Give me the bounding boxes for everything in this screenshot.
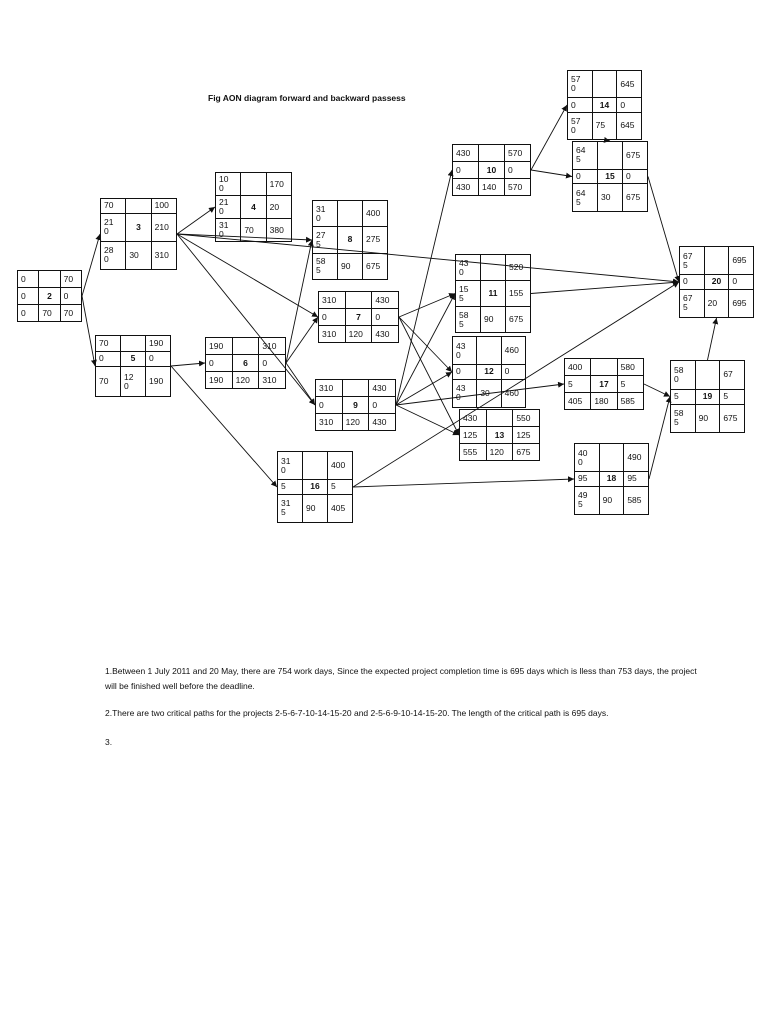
activity-id: 3 [126, 213, 151, 241]
activity-id: 17 [591, 376, 617, 393]
diagram-title: Fig AON diagram forward and backward passess [208, 93, 406, 103]
early-start: 310 [316, 380, 343, 397]
edge-5-to-6 [171, 363, 205, 366]
late-start: 5 [565, 376, 591, 393]
total-float: 0 [505, 162, 531, 179]
edge-19-to-20 [708, 318, 717, 360]
activity-node-16 [277, 451, 353, 523]
early-start: 400 [565, 359, 591, 376]
duration: 75 [592, 112, 617, 139]
edge-17-to-19 [644, 384, 670, 397]
total-float: 0 [729, 275, 754, 290]
activity-id: 10 [479, 162, 505, 179]
activity-node-19 [670, 360, 745, 433]
late-start: 0 [319, 309, 346, 326]
late-finish: 70 [60, 271, 81, 288]
activity-node-9 [315, 379, 396, 431]
late-start-alt: 67 5 [680, 289, 705, 317]
early-finish: 310 [151, 241, 176, 269]
late-start: 5 [671, 389, 696, 404]
late-start: 15 5 [456, 281, 481, 307]
edge-3-to-7 [177, 234, 318, 317]
early-start: 31 0 [313, 201, 338, 227]
early-start: 0 [18, 271, 39, 288]
duration: 90 [303, 494, 328, 522]
duration: 30 [126, 241, 151, 269]
duration: 30 [598, 184, 623, 212]
activity-id: 4 [241, 196, 266, 219]
edge-7-to-11 [399, 294, 455, 318]
early-start: 43 0 [456, 255, 481, 281]
duration: 90 [599, 486, 624, 514]
free-float: 0 [60, 288, 81, 305]
late-start-alt: 49 5 [575, 486, 600, 514]
late-start-alt: 310 [316, 414, 343, 431]
total-float: 155 [506, 281, 531, 307]
late-start-alt: 31 5 [278, 494, 303, 522]
answer-2: 2.There are two critical paths for the projects 2-5-6-7-10-14-15-20 and 2-5-6-9-10-14-15-20. The length of the critical path is 695 days. [105, 708, 609, 718]
late-finish: 645 [617, 71, 642, 98]
edge-15-to-20 [648, 177, 679, 283]
late-finish: 170 [266, 173, 291, 196]
activity-id: 7 [345, 309, 372, 326]
late-start-alt: 58 5 [671, 404, 696, 433]
edge-9-to-13 [396, 405, 459, 435]
early-finish: 405 [328, 494, 353, 522]
early-finish: 675 [623, 184, 648, 212]
edge-3-to-4 [177, 207, 215, 234]
total-float: 275 [363, 227, 388, 253]
late-start: 0 [568, 98, 593, 112]
late-start: 21 0 [216, 196, 241, 219]
activity-node-13 [459, 409, 540, 461]
activity-node-12 [452, 336, 526, 408]
activity-id: 13 [486, 427, 513, 444]
late-start: 5 [278, 480, 303, 495]
edge-6-to-9 [286, 363, 315, 405]
early-start: 310 [319, 292, 346, 309]
early-finish: 675 [506, 307, 531, 333]
duration: 70 [241, 219, 266, 242]
activity-node-11 [455, 254, 531, 333]
late-finish: 400 [363, 201, 388, 227]
duration: 120 [342, 414, 369, 431]
total-float: 0 [617, 98, 642, 112]
duration: 120 [486, 444, 513, 461]
edge-2-to-3 [82, 234, 100, 296]
activity-node-15 [572, 141, 648, 212]
early-start: 57 0 [568, 71, 593, 98]
late-start-alt: 190 [206, 372, 233, 389]
late-start: 0 [680, 275, 705, 290]
late-start-alt: 64 5 [573, 184, 598, 212]
late-start-alt: 70 [96, 367, 121, 397]
duration: 140 [479, 179, 505, 196]
activity-id: 19 [695, 389, 720, 404]
early-start: 10 0 [216, 173, 241, 196]
early-start: 430 [453, 145, 479, 162]
early-finish: 380 [266, 219, 291, 242]
activity-node-14 [567, 70, 642, 140]
duration: 30 [477, 379, 501, 407]
answer-3: 3. [105, 737, 113, 747]
activity-node-10 [452, 144, 531, 196]
late-finish: 695 [729, 247, 754, 275]
late-start-alt: 430 [453, 179, 479, 196]
duration: 90 [481, 307, 506, 333]
early-finish: 70 [60, 305, 81, 322]
duration: 12 0 [121, 367, 146, 397]
total-float: 0 [369, 397, 396, 414]
total-float: 95 [624, 472, 649, 487]
activity-id: 11 [481, 281, 506, 307]
late-start-alt: 310 [319, 326, 346, 343]
total-float: 210 [151, 213, 176, 241]
duration: 90 [695, 404, 720, 433]
activity-node-7 [318, 291, 399, 343]
early-finish: 675 [363, 253, 388, 279]
late-start: 0 [206, 355, 233, 372]
late-start-alt: 43 0 [453, 379, 477, 407]
edge-10-to-14 [531, 105, 567, 170]
total-float: 0 [18, 288, 39, 305]
duration: 120 [345, 326, 372, 343]
early-start: 190 [206, 338, 233, 355]
activity-id: 8 [338, 227, 363, 253]
early-finish: 190 [146, 367, 171, 397]
early-start: 70 [101, 199, 126, 214]
late-start-alt: 58 5 [313, 253, 338, 279]
activity-id: 5 [121, 351, 146, 367]
early-start: 43 0 [453, 337, 477, 365]
activity-id: 6 [232, 355, 259, 372]
late-start: 21 0 [101, 213, 126, 241]
total-float: 0 [259, 355, 286, 372]
late-finish: 400 [328, 452, 353, 480]
early-start: 67 5 [680, 247, 705, 275]
activity-id: 16 [303, 480, 328, 495]
late-start: 95 [575, 472, 600, 487]
total-float: 0 [372, 309, 399, 326]
early-finish: 695 [729, 289, 754, 317]
late-start: 125 [460, 427, 487, 444]
edge-7-to-13 [399, 317, 459, 435]
activity-node-6 [205, 337, 286, 389]
early-finish: 675 [720, 404, 745, 433]
activity-id: 14 [592, 98, 617, 112]
late-finish: 490 [624, 444, 649, 472]
early-finish: 570 [505, 179, 531, 196]
activity-id: 18 [599, 472, 624, 487]
early-start: 40 0 [575, 444, 600, 472]
duration: 70 [39, 305, 60, 322]
activity-node-3 [100, 198, 177, 270]
total-float: 125 [513, 427, 540, 444]
late-finish: 550 [513, 410, 540, 427]
late-finish: 190 [146, 336, 171, 352]
late-start: 27 5 [313, 227, 338, 253]
early-start: 58 0 [671, 361, 696, 390]
activity-node-8 [312, 200, 388, 280]
early-finish: 460 [501, 379, 525, 407]
late-start: 0 [453, 162, 479, 179]
late-finish: 675 [623, 142, 648, 170]
duration: 120 [232, 372, 259, 389]
early-start: 64 5 [573, 142, 598, 170]
duration: 20 [704, 289, 729, 317]
activity-node-20 [679, 246, 754, 318]
activity-id: 12 [477, 365, 501, 380]
total-float: 20 [266, 196, 291, 219]
late-finish: 520 [506, 255, 531, 281]
early-finish: 310 [259, 372, 286, 389]
activity-node-4 [215, 172, 292, 242]
edge-10-to-15 [531, 170, 572, 177]
edge-2-to-5 [82, 296, 95, 366]
late-start: 0 [316, 397, 343, 414]
activity-node-2 [17, 270, 82, 322]
late-start: 0 [453, 365, 477, 380]
early-start: 70 [96, 336, 121, 352]
activity-id: 2 [39, 288, 60, 305]
late-start: 0 [573, 169, 598, 184]
early-finish: 645 [617, 112, 642, 139]
activity-id: 9 [342, 397, 369, 414]
edge-18-to-19 [649, 397, 670, 480]
activity-node-18 [574, 443, 649, 515]
activity-node-17 [564, 358, 644, 410]
late-finish: 430 [372, 292, 399, 309]
duration: 90 [338, 253, 363, 279]
edge-9-to-10 [396, 170, 452, 405]
late-start-alt: 31 0 [216, 219, 241, 242]
early-start: 430 [460, 410, 487, 427]
total-float: 5 [617, 376, 643, 393]
late-start: 0 [96, 351, 121, 367]
late-start-alt: 58 5 [456, 307, 481, 333]
late-finish: 67 [720, 361, 745, 390]
edge-9-to-11 [396, 294, 455, 406]
activity-id: 15 [598, 169, 623, 184]
late-finish: 460 [501, 337, 525, 365]
late-finish: 430 [369, 380, 396, 397]
activity-id: 20 [704, 275, 729, 290]
total-float: 5 [328, 480, 353, 495]
answer-1: 1.Between 1 July 2011 and 20 May, there are 754 work days, Since the expected project completion time is 695 days which is lless than 753 days, the project will be finished well before the deadline. [105, 666, 697, 691]
duration: 180 [591, 393, 617, 410]
late-start-alt: 28 0 [101, 241, 126, 269]
early-start: 31 0 [278, 452, 303, 480]
late-finish: 570 [505, 145, 531, 162]
edge-7-to-12 [399, 317, 452, 372]
late-start-alt: 555 [460, 444, 487, 461]
early-finish: 430 [372, 326, 399, 343]
total-float: 0 [501, 365, 525, 380]
early-finish: 585 [617, 393, 643, 410]
late-finish: 580 [617, 359, 643, 376]
late-start-alt: 405 [565, 393, 591, 410]
total-float: 0 [146, 351, 171, 367]
edge-11-to-20 [531, 282, 679, 294]
early-finish: 675 [513, 444, 540, 461]
late-start-alt: 57 0 [568, 112, 593, 139]
total-float: 5 [720, 389, 745, 404]
early-finish: 430 [369, 414, 396, 431]
edge-16-to-18 [353, 479, 574, 487]
total-float: 0 [623, 169, 648, 184]
late-start: 0 [18, 305, 39, 322]
early-finish: 585 [624, 486, 649, 514]
activity-node-5 [95, 335, 171, 397]
late-finish: 310 [259, 338, 286, 355]
late-finish: 100 [151, 199, 176, 214]
